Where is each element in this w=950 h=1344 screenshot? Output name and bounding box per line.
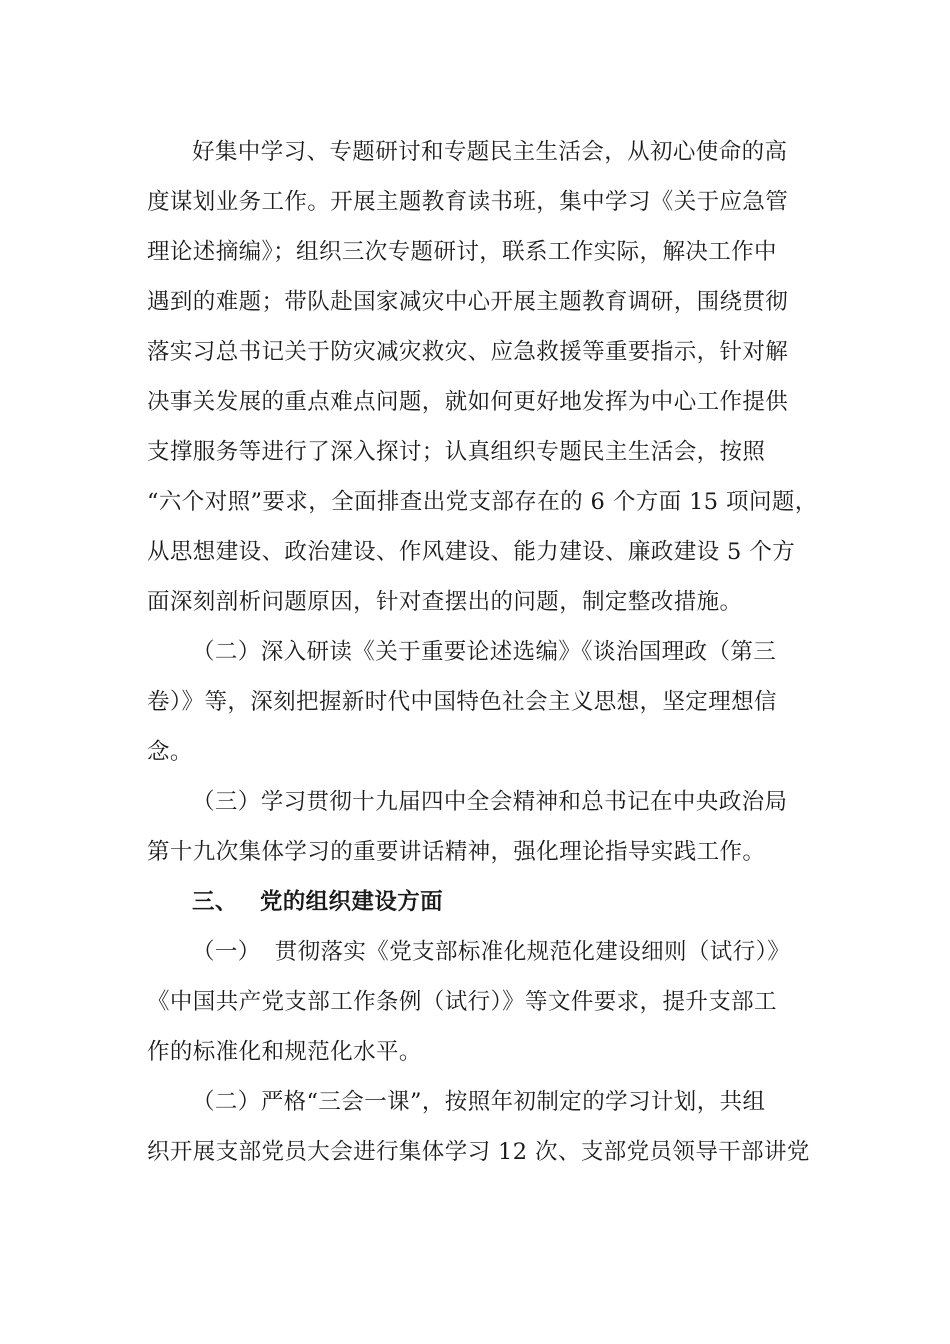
paragraph-line: （二）深入研读《关于重要论述选编》《谈治国理政（第三 [192, 639, 777, 665]
paragraph-line: 遇到的难题；带队赴国家减灾中心开展主题教育调研，围绕贯彻 [147, 289, 789, 315]
paragraph-line: 理论述摘编》；组织三次专题研讨，联系工作实际，解决工作中 [147, 239, 777, 265]
paragraph-line: 从思想建设、政治建设、作风建设、能力建设、廉政建设 5 个方 [147, 539, 796, 565]
section-number: 三、 [192, 889, 238, 915]
paragraph-line: 面深刻剖析问题原因，针对查摆出的问题，制定整改措施。 [147, 589, 743, 615]
paragraph-line: 卷）》等，深刻把握新时代中国特色社会主义思想，坚定理想信 [147, 689, 777, 715]
paragraph-line: 支撑服务等进行了深入探讨；认真组织专题民主生活会，按照 [147, 439, 766, 465]
paragraph-line: 第十九次集体学习的重要讲话精神，强化理论指导实践工作。 [147, 839, 766, 865]
paragraph-line: 念。 [147, 739, 193, 765]
paragraph-line: （三）学习贯彻十九届四中全会精神和总书记在中央政治局 [192, 789, 788, 815]
paragraph-line: “六个对照”要求，全面排查出党支部存在的 6 个方面 15 项问题， [147, 489, 818, 515]
paragraph-line: 《中国共产党支部工作条例（试行）》等文件要求，提升支部工 [147, 989, 777, 1015]
section-title: 党的组织建设方面 [259, 889, 444, 915]
item-label: （一） [192, 939, 261, 965]
paragraph-line: 度谋划业务工作。开展主题教育读书班，集中学习《关于应急管 [147, 189, 789, 215]
paragraph-line: 决事关发展的重点难点问题，就如何更好地发挥为中心工作提供 [147, 389, 789, 415]
paragraph-line: 落实习总书记关于防灾减灾救灾、应急救援等重要指示，针对解 [147, 339, 789, 365]
paragraph-line [192, 937, 872, 967]
item-text: 贯彻落实《党支部标准化规范化建设细则（试行）》 [274, 939, 791, 965]
paragraph-line: 作的标准化和规范化水平。 [147, 1039, 422, 1065]
paragraph-line: 好集中学习、专题研讨和专题民主生活会，从初心使命的高 [192, 139, 788, 165]
section-heading [192, 887, 872, 917]
paragraph-line: （二）严格“三会一课”，按照年初制定的学习计划，共组 [192, 1089, 766, 1115]
paragraph-line: 织开展支部党员大会进行集体学习 12 次、支部党员领导干部讲党 [147, 1139, 810, 1165]
